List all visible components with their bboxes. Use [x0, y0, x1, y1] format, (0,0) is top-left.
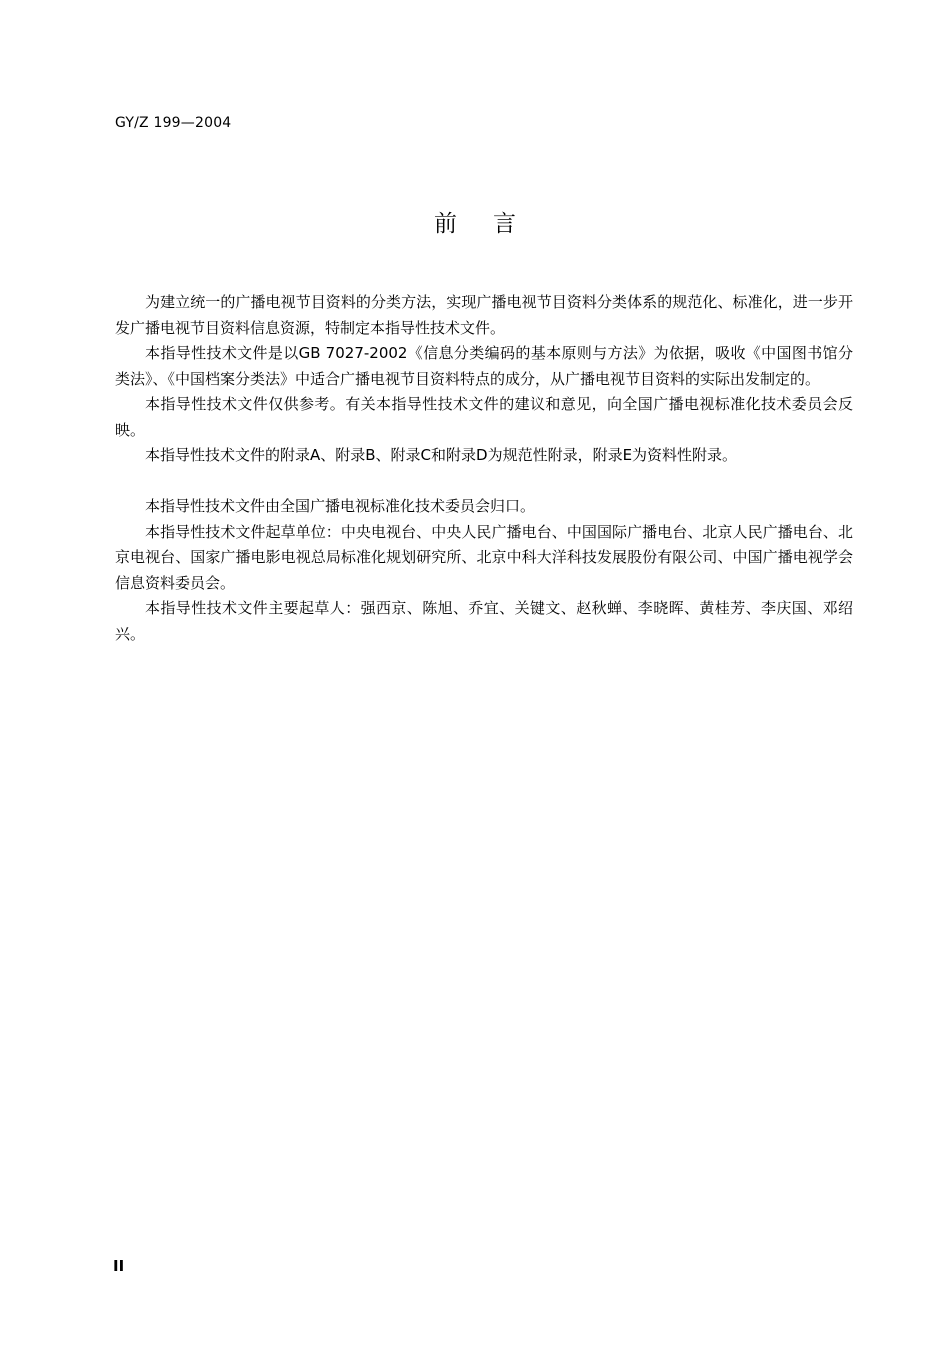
paragraph-purpose: 为建立统一的广播电视节目资料的分类方法，实现广播电视节目资料分类体系的规范化、标准化，进一步开发广播电视节目资料信息资源，特制定本指导性技术文件。 — [115, 293, 853, 337]
paragraph-drafting-units: 本指导性技术文件起草单位：中央电视台、中央人民广播电台、中国国际广播电台、北京人民广播电台、北京电视台、国家广播电影电视总局标准化规划研究所、北京中科大洋科技发展股份有限公司、中国广播电视学会信息资料委员会。 — [115, 522, 853, 592]
page-number: II — [113, 1257, 125, 1275]
paragraph-reference: 本指导性技术文件仅供参考。有关本指导性技术文件的建议和意见，向全国广播电视标准化技术委员会反映。 — [115, 395, 853, 439]
paragraph-basis: 本指导性技术文件是以GB 7027-2002《信息分类编码的基本原则与方法》为依据，吸收《中国图书馆分类法》、《中国档案分类法》中适合广播电视节目资料特点的成分，从广播电视节目资料的实际出发制定的。 — [115, 344, 853, 388]
paragraph-drafters: 本指导性技术文件主要起草人：强西京、陈旭、乔宜、关键文、赵秋蝉、李晓晖、黄桂芳、李庆国、邓绍兴。 — [115, 599, 853, 643]
document-body — [115, 290, 853, 647]
document-code: GY/Z 199—2004 — [115, 115, 232, 131]
paragraph-gap — [115, 469, 853, 495]
paragraph-appendices: 本指导性技术文件的附录A、附录B、附录C和附录D为规范性附录，附录E为资料性附录。 — [145, 446, 738, 464]
page-title: 前言 — [434, 211, 552, 237]
paragraph-administration: 本指导性技术文件由全国广播电视标准化技术委员会归口。 — [145, 497, 536, 515]
